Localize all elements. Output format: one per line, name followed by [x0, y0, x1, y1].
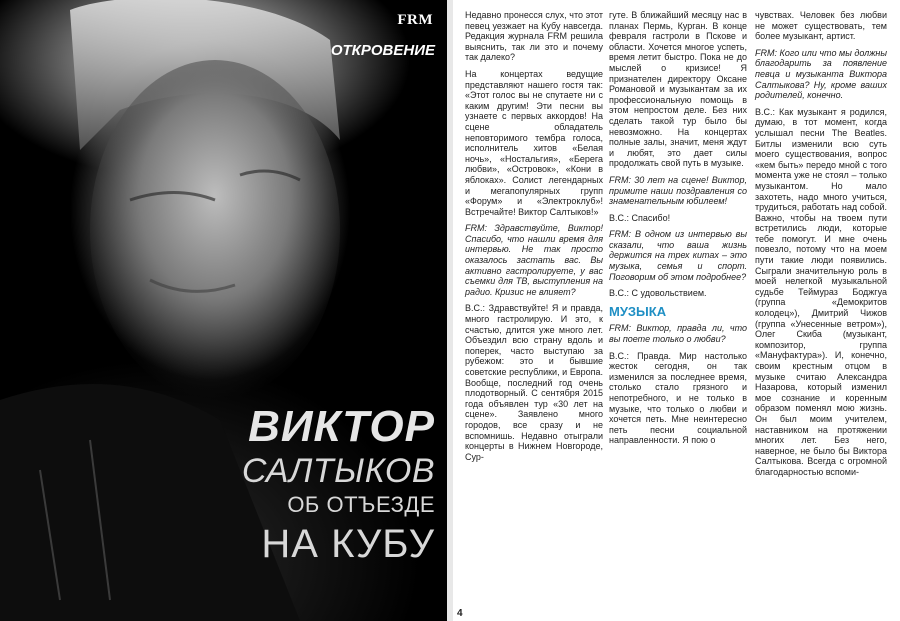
question: FRM: Здравствуйте, Виктор! Спасибо, что нашли время для интервью. Не так просто оказалось застать вас. Вы активно гастролируете, у вас съемки для ТВ, выступления на радио. Кризис не влияет? [465, 223, 603, 297]
cover-photo-page [0, 0, 447, 621]
answer: В.С.: Спасибо! [609, 212, 671, 223]
magazine-logo: FRM [397, 12, 433, 28]
question: FRM: Виктор, правда ли, что вы поете только о любви? [609, 323, 747, 345]
answer: В.С.: С удовольствием. [609, 288, 707, 299]
article-column-2 [609, 10, 747, 452]
answer: В.С.: Как музыкант я родился, думаю, в тот момент, когда услышал песни The Beatles. Битлы изменили всю суть моего существования, вопрос «кем быть» передо мной с того момента уже не стоял – только музыкантом. Но мало захотеть, надо много учиться, трудиться, работать над собой. Важно, чтобы на твоем пути встретились люди, которые тебе помогут. И мне очень повезло, потому что на моем пути такие люди появились. Сыграли значительную роль в моей нелегкой музыкальной судьбе Теймураз Боджгуа (группа «Демокритов колодец»), Дмитрий Чижов (группа «Унесенные ветром»), Олег Скиба (музыкант, композитор, группа «Мануфактура»). И, конечно, своим крестным отцом в музыке считаю Александра Назарова, который изменил мое сознание и коренным образом поменял мою жизнь. Он был моим учителем, наставником на протяжении многих лет. Без него, наверное, не было бы Виктора Салтыкова. Всегда с огромной благодарностью вспоми- [755, 106, 887, 477]
answer: В.С.: Правда. Мир настолько жесток сегодня, он так изменился за последнее время, столько стало грязного и непотребного, и не только в музыке, что только о любви и хочется петь. Мне неинтересно петь песни социальной направленности. Я пою о [609, 350, 747, 446]
answer: чувствах. Человек без любви не может существовать, тем более музыкант, артист. [755, 10, 887, 42]
article-column-3 [755, 10, 887, 484]
question: FRM: В одном из интервью вы сказали, что ваша жизнь держится на трех китах – это музыка, семья и спорт. Поговорим об этом подробнее? [609, 229, 747, 282]
paragraph: На концертах ведущие представляют нашего гостя так: «Этот голос вы не спутаете ни с каким другим! Эти песни вы узнаете с первых аккордов! На сцене обладатель неповторимого тембра голоса, исполнитель хитов «Белая ночь», «Ностальгия», «Берега любви», «Островок», «Кони в яблоках». Солист легендарных и мегапопулярных групп «Форум» и «Электроклуб»! Встречайте! Виктор Салтыков!» [465, 68, 603, 217]
headline-subtitle-2: НА КУБУ [261, 522, 435, 566]
headline-subtitle-1: ОБ ОТЪЕЗДЕ [287, 492, 435, 517]
intro-paragraph: Недавно пронесся слух, что этот певец уезжает на Кубу навсегда. Редакция журнала FRM решила выяснить, так ли это и почему так далеко? [465, 10, 603, 63]
page-number: 4 [457, 608, 463, 619]
question: FRM: Кого или что мы должны благодарить за появление певца и музыканта Виктора Салтыкова? Ну, кроме ваших родителей, конечно. [755, 47, 887, 101]
answer: В.С.: Здравствуйте! Я и правда, много гастролирую. И это, к счастью, длится уже много лет. Объездил всю страну вдоль и поперек, часто выступаю за рубежом: это и бывшие советские республики, и Европа. Вообще, последний год очень плодотворный. С сентября 2015 года объявлен тур «30 лет на сцене». Заявлено много городов, все сразу и не вспомнишь. Недавно отыграли концерты в Нижнем Новгороде, Сур- [465, 303, 603, 462]
section-tag: ОТКРОВЕНИЕ [330, 42, 435, 59]
article-page [453, 0, 900, 621]
answer: гуте. В ближайший месяцу нас в планах Пермь, Курган. В конце февраля гастроли в Пскове и области. Хочется многое успеть, время летит быстро. Пока не до мыслей о кризисе! Я признателен директору Оксане Романовой и музыкантам за их профессиональную помощь в этом непростом деле. Без них сделать такой тур было бы невозможно. На концертах полные залы, значит, меня ждут и любят, это дает силы продолжать свой путь в музыке. [609, 10, 747, 169]
headline-first-name: ВИКТОР [248, 402, 435, 451]
headline-last-name: САЛТЫКОВ [241, 452, 435, 490]
question: FRM: 30 лет на сцене! Виктор, примите наши поздравления со знаменательным юбилеем! [609, 174, 747, 207]
article-column-1 [465, 10, 603, 468]
section-heading: МУЗЫКА [609, 303, 667, 319]
